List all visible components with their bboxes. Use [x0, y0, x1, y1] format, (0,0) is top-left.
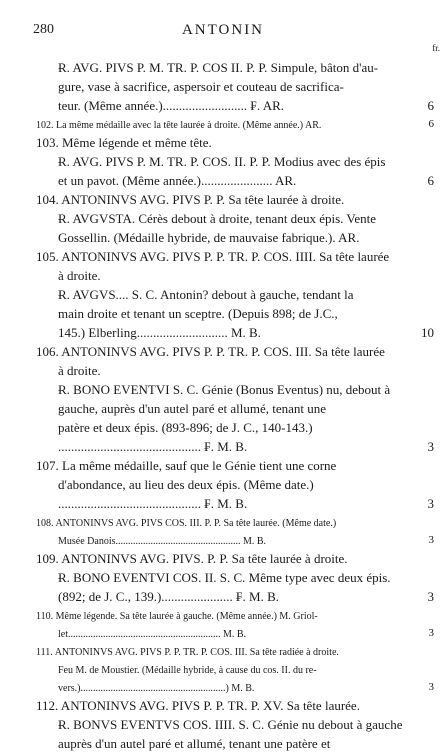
text-line [36, 475, 438, 494]
text-line [36, 660, 438, 678]
line-text: 110. Même légende. Sa tête laurée à gauche. (Même année.) M. Griol- [36, 611, 318, 622]
page-header [0, 22, 446, 53]
text-line [36, 77, 438, 96]
text-line [36, 456, 438, 475]
line-text: d'abondance, au lieu des deux épis. (Même date.) [58, 477, 314, 492]
line-text: Ɍ. AVGVSTA. Cérès debout à droite, tenant deux épis. Vente [58, 211, 377, 226]
price-value: 6 [427, 173, 434, 188]
text-line [36, 115, 438, 133]
text-line [36, 606, 438, 624]
price-value: 6 [428, 118, 434, 130]
text-line [36, 380, 438, 399]
line-text: 104. ANTONINVS AVG. PIVS P. P. Sa tête laurée à droite. [36, 192, 345, 207]
line-text: teur. (Même année.).......................... ₣. AR. [58, 98, 285, 113]
line-text: (892; de J. C., 139.)...................... ₣. M. B. [58, 589, 279, 604]
line-text: Ɍ. AVG. PIVS P. M. TR. P. COS. II. P. P. Modius avec des épis [58, 154, 386, 169]
line-text: 105. ANTONINVS AVG. PIVS P. P. TR. P. COS. IIII. Sa tête laurée [36, 249, 390, 264]
text-line [36, 247, 438, 266]
text-line [36, 418, 438, 437]
price-value: 3 [428, 534, 434, 546]
text-line [36, 399, 438, 418]
text-line [36, 152, 438, 171]
text-line [36, 437, 438, 456]
line-text: à droite. [58, 363, 101, 378]
line-text: 107. La même médaille, sauf que le Génie tient une corne [36, 458, 337, 473]
line-text: 145.) Elberling............................ M. B. [58, 325, 261, 340]
price-value: 3 [428, 681, 434, 693]
line-text: Ɍ. AVGVS.... S. C. Antonin? debout à gauche, tendant la [58, 287, 354, 302]
line-text: gauche, auprès d'un autel paré et allumé, tenant une [58, 401, 327, 416]
text-line [36, 285, 438, 304]
text-line [36, 494, 438, 513]
line-text: et un pavot. (Même année.)...................... AR. [58, 173, 297, 188]
text-line [36, 678, 438, 696]
line-text: 109. ANTONINVS AVG. PIVS. P. P. Sa tête laurée à droite. [36, 551, 348, 566]
text-line [36, 190, 438, 209]
line-text: à droite. [58, 268, 101, 283]
price-value: 3 [427, 439, 434, 454]
line-text: ............................................ ₣. M. B. [58, 439, 248, 454]
line-text: Gossellin. (Médaille hybride, de mauvaise fabrique.). AR. [58, 230, 360, 245]
text-line [36, 96, 438, 115]
line-text: let............................................................. M. B. [58, 629, 247, 640]
text-line [36, 734, 438, 753]
line-text: 106. ANTONINVS AVG. PIVS P. P. TR. P. COS. III. Sa tête laurée [36, 344, 385, 359]
price-value: 3 [428, 627, 434, 639]
text-line [36, 568, 438, 587]
column-heading: fr. [432, 43, 440, 53]
text-line [36, 513, 438, 531]
line-text: Ɍ. AVG. PIVS P. M. TR. P. COS II. P. P. Simpule, bâton d'au- [58, 60, 379, 75]
price-value: 3 [427, 496, 434, 511]
line-text: main droite et tenant un sceptre. (Depuis 898; de J.C., [58, 306, 338, 321]
line-text: 102. La même médaille avec la tête laurée à droite. (Même année.) AR. [36, 120, 322, 131]
line-text: ............................................ ₣. M. B. [58, 496, 248, 511]
line-text: auprès d'un autel paré et allumé, tenant une patère et [58, 736, 331, 751]
text-line [36, 133, 438, 152]
text-line [36, 58, 438, 77]
line-text: Feu M. de Moustier. (Médaille hybride, à cause du cos. II. du re- [58, 665, 317, 676]
text-line [36, 209, 438, 228]
text-line [36, 587, 438, 606]
text-line [36, 642, 438, 660]
line-text: Ɍ. BONO EVENTVI COS. II. S. C. Même type avec deux épis. [58, 570, 391, 585]
text-line [36, 342, 438, 361]
text-line [36, 531, 438, 549]
text-line [36, 304, 438, 323]
catalogue-entries [36, 58, 438, 753]
text-line [36, 549, 438, 568]
line-text: Musée Danois.................................................. M. B. [58, 536, 267, 547]
line-text: gure, vase à sacrifice, aspersoir et couteau de sacrifica- [58, 79, 344, 94]
price-value: 6 [427, 98, 434, 113]
line-text: vers.)..........................................................) M. B. [58, 683, 255, 694]
price-value: 3 [427, 589, 434, 604]
text-line [36, 171, 438, 190]
line-text: 103. Même légende et même tête. [36, 135, 212, 150]
line-text: 108. ANTONINVS AVG. PIVS COS. III. P. P. Sa tête laurée. (Même date.) [36, 518, 337, 529]
text-line [36, 228, 438, 247]
price-value: 10 [421, 325, 434, 340]
running-title: ANTONIN [181, 22, 265, 38]
text-line [36, 696, 438, 715]
text-line [36, 715, 438, 734]
text-line [36, 266, 438, 285]
line-text: 111. ANTONINVS AVG. PIVS P. P. TR. P. COS. III. Sa tête radiée à droite. [36, 647, 339, 658]
text-line [36, 361, 438, 380]
text-line [36, 624, 438, 642]
line-text: Ɍ. BONVS EVENTVS COS. IIII. S. C. Génie nu debout à gauche [58, 717, 403, 732]
text-line [36, 323, 438, 342]
page-number: 280 [33, 22, 54, 37]
line-text: patère et deux épis. (893-896; de J. C., 140-143.) [58, 420, 313, 435]
line-text: Ɍ. BONO EVENTVI S. C. Génie (Bonus Eventus) nu, debout à [58, 382, 391, 397]
line-text: 112. ANTONINVS AVG. PIVS P. P. TR. P. XV. Sa tête laurée. [36, 698, 360, 713]
